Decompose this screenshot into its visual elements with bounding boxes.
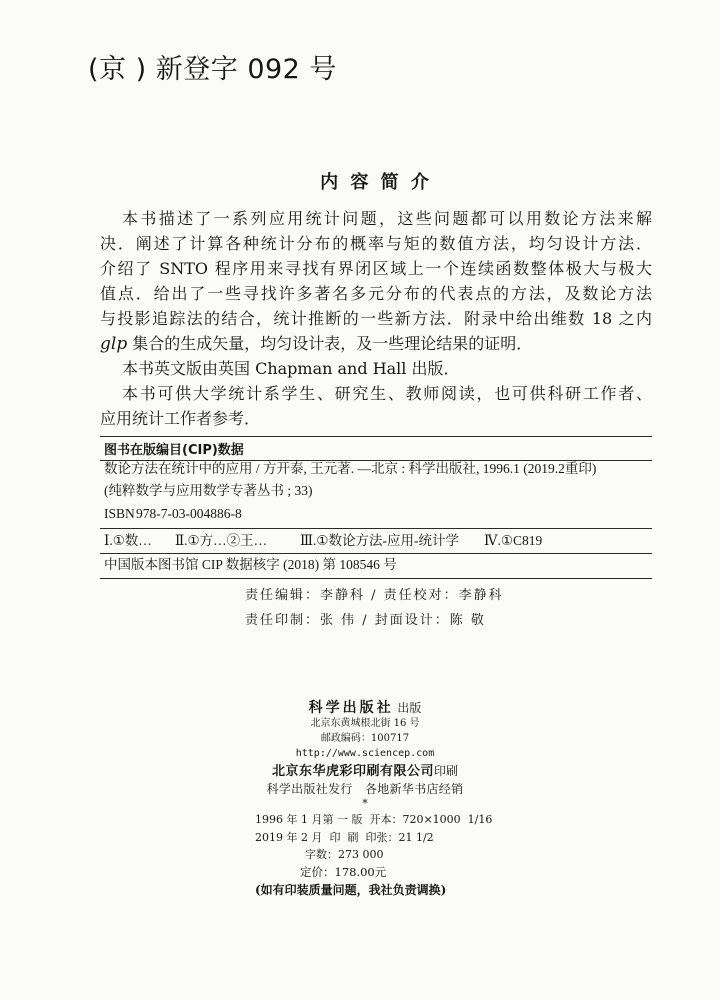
publisher-action: 出版 bbox=[397, 701, 422, 715]
publisher-postcode: 邮政编码：100717 bbox=[320, 733, 410, 744]
production-credit-line: 责任印制：张 伟 / 封面设计：陈 敬 bbox=[245, 613, 486, 628]
isbn-label: ISBN bbox=[104, 506, 135, 521]
printer-name: 北京东华虎彩印刷有限公司 bbox=[271, 764, 434, 779]
summary-line: 决．阐述了计算各种统计分布的概率与矩的数值方法，均匀设计方法． bbox=[100, 234, 652, 253]
glp-term: glp bbox=[100, 334, 128, 354]
cip-rule bbox=[100, 436, 652, 437]
quality-notice: (如有印装质量问题，我社负责调换) bbox=[255, 883, 447, 897]
registration-number: (京 ) 新登字 092 号 bbox=[88, 54, 337, 85]
isbn-number: 978-7-03-004886-8 bbox=[136, 506, 242, 521]
classification-item: Ⅳ.①C819 bbox=[484, 533, 543, 548]
summary-line-rest: 集合的生成矢量，均匀设计表，及一些理论结果的证明． bbox=[127, 334, 533, 353]
audience-line: 本书可供大学统计系学生、研究生、教师阅读，也可供科研工作者、 bbox=[122, 384, 652, 403]
summary-line: 介绍了 SNTO 程序用来寻找有界闭区域上一个连续函数整体极大与极大 bbox=[100, 259, 652, 278]
price: 定价：178.00元 bbox=[300, 865, 387, 879]
distribution-line: 科学出版社发行 各地新华书店经销 bbox=[266, 782, 464, 796]
summary-line: 本书描述了一系列应用统计问题，这些问题都可以用数论方法来解 bbox=[122, 209, 652, 228]
classification-item: Ⅰ.①数… bbox=[104, 533, 152, 548]
summary-line: 与投影追踪法的结合，统计推断的一些新方法．附录中给出维数 18 之内 bbox=[100, 309, 652, 328]
edition-line: 1996 年 1 月第 一 版 开本：720×1000 1/16 bbox=[255, 813, 493, 826]
publisher-logo-text: 科学出版社 bbox=[308, 700, 394, 716]
classification-item: Ⅱ.①方…②王… bbox=[175, 533, 268, 548]
publisher-address: 北京东黄城根北街 16 号 bbox=[310, 718, 420, 729]
classification-item: Ⅲ.①数论方法-应用-统计学 bbox=[300, 533, 459, 548]
summary-title: 内 容 简 介 bbox=[320, 172, 432, 193]
cip-rule bbox=[100, 553, 652, 554]
printer-action: 印刷 bbox=[434, 764, 459, 778]
publisher-line bbox=[240, 700, 490, 716]
cip-isbn-line bbox=[104, 506, 652, 522]
english-edition-note: 本书英文版由英国 Chapman and Hall 出版． bbox=[122, 359, 460, 378]
cip-rule bbox=[100, 578, 652, 579]
summary-line-glp bbox=[100, 331, 652, 356]
summary-line: 值点．给出了一些寻找许多著名多元分布的代表点的方法，及数论方法 bbox=[100, 284, 652, 303]
cip-heading: 图书在版编目(CIP)数据 bbox=[104, 443, 244, 458]
cip-rule bbox=[100, 528, 652, 529]
word-count: 字数：273 000 bbox=[305, 848, 384, 861]
editor-credit-line: 责任编辑：李静科 / 责任校对：李静科 bbox=[245, 588, 504, 603]
cip-series-line: (纯粹数学与应用数学专著丛书 ; 33) bbox=[104, 483, 313, 498]
printer-line bbox=[240, 763, 490, 780]
cip-title-line: 数论方法在统计中的应用 / 方开泰, 王元著. —北京 : 科学出版社, 1996.1 (2019.2重印) bbox=[104, 461, 597, 476]
separator-asterisk: * bbox=[362, 797, 368, 810]
audience-line: 应用统计工作者参考． bbox=[100, 409, 261, 428]
publisher-website: http://www.sciencep.com bbox=[295, 748, 435, 759]
printing-line: 2019 年 2 月 印 刷 印张：21 1/2 bbox=[255, 831, 434, 844]
cip-number-line: 中国版本图书馆 CIP 数据核字 (2018) 第 108546 号 bbox=[104, 557, 397, 572]
cip-classification-line bbox=[104, 533, 652, 549]
